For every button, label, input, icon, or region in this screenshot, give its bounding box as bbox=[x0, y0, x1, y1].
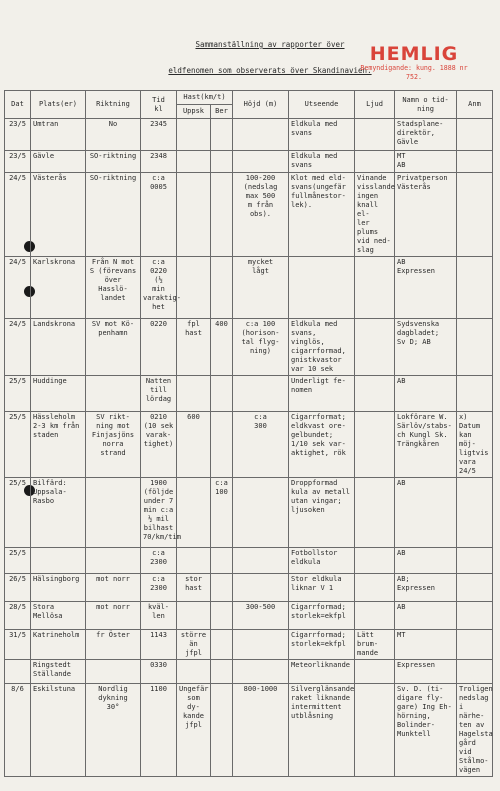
cell-dat: 24/5 bbox=[5, 173, 31, 257]
cell-ber bbox=[211, 119, 233, 151]
report-table bbox=[4, 90, 493, 777]
cell-ljud bbox=[355, 684, 395, 777]
cell-utseende: Droppformad kula av metall utan vingar; ljusoken bbox=[289, 478, 355, 548]
cell-utseende: Eldkula med svans bbox=[289, 151, 355, 173]
cell-hojd bbox=[233, 376, 289, 412]
cell-anm: Troligen nedslag i närhe- ten av Hagelsta gård vid Stålmo- vägen bbox=[457, 684, 493, 777]
cell-ber bbox=[211, 548, 233, 574]
cell-uppsk: fpl hast bbox=[177, 319, 211, 376]
cell-ber bbox=[211, 684, 233, 777]
cell-ber bbox=[211, 376, 233, 412]
table-row bbox=[5, 412, 493, 478]
cell-ljud bbox=[355, 548, 395, 574]
cell-namn: Sv. D. (ti- digare fly- gare) Ing Eh- hörning, Bolinder- Munktell bbox=[395, 684, 457, 777]
col-header-dat: Dat bbox=[5, 91, 31, 119]
cell-tid: c:a 0005 bbox=[141, 173, 177, 257]
table-row bbox=[5, 319, 493, 376]
cell-riktning: mot norr bbox=[86, 574, 141, 602]
cell-ber bbox=[211, 630, 233, 660]
cell-dat: 28/5 bbox=[5, 602, 31, 630]
cell-hojd: mycket lågt bbox=[233, 257, 289, 319]
cell-plats bbox=[31, 548, 86, 574]
cell-anm bbox=[457, 119, 493, 151]
cell-plats: Hälsingborg bbox=[31, 574, 86, 602]
cell-riktning: SO-riktning bbox=[86, 173, 141, 257]
cell-anm bbox=[457, 574, 493, 602]
col-header-anm: Anm bbox=[457, 91, 493, 119]
cell-dat: 25/5 bbox=[5, 548, 31, 574]
cell-uppsk: 600 bbox=[177, 412, 211, 478]
cell-uppsk bbox=[177, 376, 211, 412]
cell-plats: Eskilstuna bbox=[31, 684, 86, 777]
cell-namn: Lokförare W. Särlöv/stabs- ch Kungl Sk. Trängkåren bbox=[395, 412, 457, 478]
cell-tid: 2348 bbox=[141, 151, 177, 173]
cell-tid: Natten till lördag bbox=[141, 376, 177, 412]
cell-riktning: SV mot Kö- penhamn bbox=[86, 319, 141, 376]
cell-tid: 0220 bbox=[141, 319, 177, 376]
table-row bbox=[5, 478, 493, 548]
cell-utseende bbox=[289, 257, 355, 319]
cell-utseende: Eldkula med svans bbox=[289, 119, 355, 151]
cell-ljud bbox=[355, 602, 395, 630]
cell-namn: Privatperson Västerås bbox=[395, 173, 457, 257]
stamp-note: Bemyndigande: kung. 1888 nr 752. bbox=[360, 64, 468, 81]
table-row bbox=[5, 602, 493, 630]
cell-plats: Katrineholm bbox=[31, 630, 86, 660]
cell-namn: AB bbox=[395, 602, 457, 630]
cell-ber bbox=[211, 257, 233, 319]
cell-uppsk: stor hast bbox=[177, 574, 211, 602]
cell-namn: AB Expressen bbox=[395, 257, 457, 319]
cell-hojd bbox=[233, 119, 289, 151]
col-header-riktning: Riktning bbox=[86, 91, 141, 119]
cell-namn: Sydsvenska dagbladet; Sv D; AB bbox=[395, 319, 457, 376]
cell-ljud bbox=[355, 376, 395, 412]
cell-namn: MT AB bbox=[395, 151, 457, 173]
cell-hojd: c:a 100 (horison- tal flyg- ning) bbox=[233, 319, 289, 376]
cell-plats: Karlskrona bbox=[31, 257, 86, 319]
cell-utseende: Meteorliknande bbox=[289, 660, 355, 684]
cell-namn: AB; Expressen bbox=[395, 574, 457, 602]
cell-hojd bbox=[233, 548, 289, 574]
cell-dat: 26/5 bbox=[5, 574, 31, 602]
table-row bbox=[5, 630, 493, 660]
secret-stamp bbox=[358, 44, 470, 82]
cell-anm bbox=[457, 257, 493, 319]
cell-anm bbox=[457, 660, 493, 684]
col-header-uppsk: Uppsk bbox=[177, 105, 211, 119]
cell-riktning: fr Öster bbox=[86, 630, 141, 660]
cell-plats: Stora Mellösa bbox=[31, 602, 86, 630]
cell-riktning: Från N mot S (förevans över Hasslö- landet bbox=[86, 257, 141, 319]
cell-uppsk bbox=[177, 478, 211, 548]
cell-dat bbox=[5, 660, 31, 684]
cell-uppsk bbox=[177, 660, 211, 684]
cell-plats: Ringstedt Ställande bbox=[31, 660, 86, 684]
cell-uppsk bbox=[177, 119, 211, 151]
cell-riktning bbox=[86, 548, 141, 574]
cell-ljud bbox=[355, 119, 395, 151]
cell-plats: Bilfärd: Uppsala- Rasbo bbox=[31, 478, 86, 548]
col-header-hast: Hast(km/t) bbox=[177, 91, 233, 105]
cell-hojd: 100-200 (nedslag max 500 m från obs). bbox=[233, 173, 289, 257]
cell-plats: Västerås bbox=[31, 173, 86, 257]
cell-namn: AB bbox=[395, 478, 457, 548]
col-header-ljud: Ljud bbox=[355, 91, 395, 119]
cell-ber bbox=[211, 412, 233, 478]
cell-riktning: SO-riktning bbox=[86, 151, 141, 173]
cell-namn: Stadsplane- direktör, Gävle bbox=[395, 119, 457, 151]
cell-tid: c:a 0220 (½ min varaktig- het bbox=[141, 257, 177, 319]
cell-riktning: SV rikt- ning mot Finjasjöns norra strand bbox=[86, 412, 141, 478]
cell-hojd bbox=[233, 151, 289, 173]
cell-anm: x) Datum kan möj- ligtvis vara 24/5 bbox=[457, 412, 493, 478]
cell-tid: 2345 bbox=[141, 119, 177, 151]
cell-dat: 24/5 bbox=[5, 257, 31, 319]
cell-plats: Umtran bbox=[31, 119, 86, 151]
cell-riktning: mot norr bbox=[86, 602, 141, 630]
col-header-utseende: Utseende bbox=[289, 91, 355, 119]
cell-anm bbox=[457, 319, 493, 376]
col-header-hojd: Höjd (m) bbox=[233, 91, 289, 119]
cell-utseende: Cigarrformat; eldkvast ore- gelbundet; 1/10 sek var- aktighet, rök bbox=[289, 412, 355, 478]
cell-ljud bbox=[355, 319, 395, 376]
cell-namn: AB bbox=[395, 376, 457, 412]
cell-riktning: Nordlig dykning 30° bbox=[86, 684, 141, 777]
document-title-line1: Sammanställning av rapporter över bbox=[195, 40, 345, 49]
cell-dat: 25/5 bbox=[5, 478, 31, 548]
cell-hojd bbox=[233, 660, 289, 684]
cell-utseende: Stor eldkula liknar V 1 bbox=[289, 574, 355, 602]
cell-anm bbox=[457, 478, 493, 548]
cell-namn: AB bbox=[395, 548, 457, 574]
stamp-word: HEMLIG bbox=[369, 43, 459, 65]
table-row bbox=[5, 151, 493, 173]
cell-hojd bbox=[233, 630, 289, 660]
cell-dat: 23/5 bbox=[5, 151, 31, 173]
cell-riktning: No bbox=[86, 119, 141, 151]
cell-ljud bbox=[355, 478, 395, 548]
cell-tid: 1100 bbox=[141, 684, 177, 777]
cell-utseende: Cigarrformad; storlek=ekfpl bbox=[289, 602, 355, 630]
cell-plats: Hässleholm 2-3 km från staden bbox=[31, 412, 86, 478]
cell-tid: 1900 (följde under 7 min c:a ½ mil bilhast 70/km/tim bbox=[141, 478, 177, 548]
col-header-tid: Tid kl bbox=[141, 91, 177, 119]
document-title-line2: eldfenomen som observerats över Skandinavien. bbox=[168, 66, 372, 75]
cell-dat: 25/5 bbox=[5, 412, 31, 478]
cell-anm bbox=[457, 173, 493, 257]
table-row bbox=[5, 376, 493, 412]
cell-tid: c:a 2300 bbox=[141, 574, 177, 602]
cell-ber bbox=[211, 660, 233, 684]
cell-anm bbox=[457, 602, 493, 630]
cell-dat: 24/5 bbox=[5, 319, 31, 376]
cell-dat: 25/5 bbox=[5, 376, 31, 412]
cell-ber: c:a 100 bbox=[211, 478, 233, 548]
cell-dat: 31/5 bbox=[5, 630, 31, 660]
cell-utseende: Underligt fe- nomen bbox=[289, 376, 355, 412]
cell-ljud bbox=[355, 151, 395, 173]
cell-tid: c:a 2300 bbox=[141, 548, 177, 574]
cell-plats: Gävle bbox=[31, 151, 86, 173]
cell-utseende: Eldkula med svans, vinglös, cigarrformad, gnistkvastor var 10 sek bbox=[289, 319, 355, 376]
col-header-ber: Ber bbox=[211, 105, 233, 119]
cell-tid: 1143 bbox=[141, 630, 177, 660]
cell-namn: MT bbox=[395, 630, 457, 660]
cell-dat: 8/6 bbox=[5, 684, 31, 777]
cell-uppsk bbox=[177, 602, 211, 630]
cell-riktning bbox=[86, 376, 141, 412]
cell-utseende: Fotbollstor eldkula bbox=[289, 548, 355, 574]
cell-ber bbox=[211, 574, 233, 602]
cell-hojd bbox=[233, 574, 289, 602]
cell-utseende: Klot med eld- svans(ungefär fullmånestor- lek). bbox=[289, 173, 355, 257]
col-header-plats: Plats(er) bbox=[31, 91, 86, 119]
cell-utseende: Silverglänsande raket liknande intermittent utblåsning bbox=[289, 684, 355, 777]
col-header-namn: Namn o tid- ning bbox=[395, 91, 457, 119]
cell-tid: kväl- len bbox=[141, 602, 177, 630]
cell-ber bbox=[211, 151, 233, 173]
cell-uppsk bbox=[177, 257, 211, 319]
cell-uppsk bbox=[177, 173, 211, 257]
table-row bbox=[5, 548, 493, 574]
table-row bbox=[5, 119, 493, 151]
cell-uppsk: större än jfpl bbox=[177, 630, 211, 660]
table-row bbox=[5, 574, 493, 602]
table-row bbox=[5, 684, 493, 777]
table-row bbox=[5, 257, 493, 319]
cell-anm bbox=[457, 151, 493, 173]
cell-ljud: Vinande visslande ingen knall el- ler plums vid ned- slag bbox=[355, 173, 395, 257]
table-row bbox=[5, 660, 493, 684]
cell-uppsk bbox=[177, 548, 211, 574]
cell-namn: Expressen bbox=[395, 660, 457, 684]
cell-ber bbox=[211, 173, 233, 257]
cell-ber bbox=[211, 602, 233, 630]
cell-riktning bbox=[86, 660, 141, 684]
cell-ljud bbox=[355, 660, 395, 684]
cell-anm bbox=[457, 376, 493, 412]
cell-ljud bbox=[355, 574, 395, 602]
cell-ljud bbox=[355, 257, 395, 319]
cell-anm bbox=[457, 630, 493, 660]
cell-ljud: Lätt brum- mande bbox=[355, 630, 395, 660]
cell-utseende: Cigarrformad; storlek=ekfpl bbox=[289, 630, 355, 660]
cell-hojd: c:a 300 bbox=[233, 412, 289, 478]
cell-plats: Huddinge bbox=[31, 376, 86, 412]
cell-ber: 400 bbox=[211, 319, 233, 376]
cell-anm bbox=[457, 548, 493, 574]
cell-dat: 23/5 bbox=[5, 119, 31, 151]
cell-tid: 0330 bbox=[141, 660, 177, 684]
cell-hojd: 800-1000 bbox=[233, 684, 289, 777]
cell-hojd: 300-500 bbox=[233, 602, 289, 630]
cell-plats: Landskrona bbox=[31, 319, 86, 376]
cell-uppsk: Ungefär som dy- kande jfpl bbox=[177, 684, 211, 777]
cell-tid: 0210 (10 sek varak- tighet) bbox=[141, 412, 177, 478]
table-row bbox=[5, 173, 493, 257]
cell-ljud bbox=[355, 412, 395, 478]
cell-riktning bbox=[86, 478, 141, 548]
cell-uppsk bbox=[177, 151, 211, 173]
cell-hojd bbox=[233, 478, 289, 548]
